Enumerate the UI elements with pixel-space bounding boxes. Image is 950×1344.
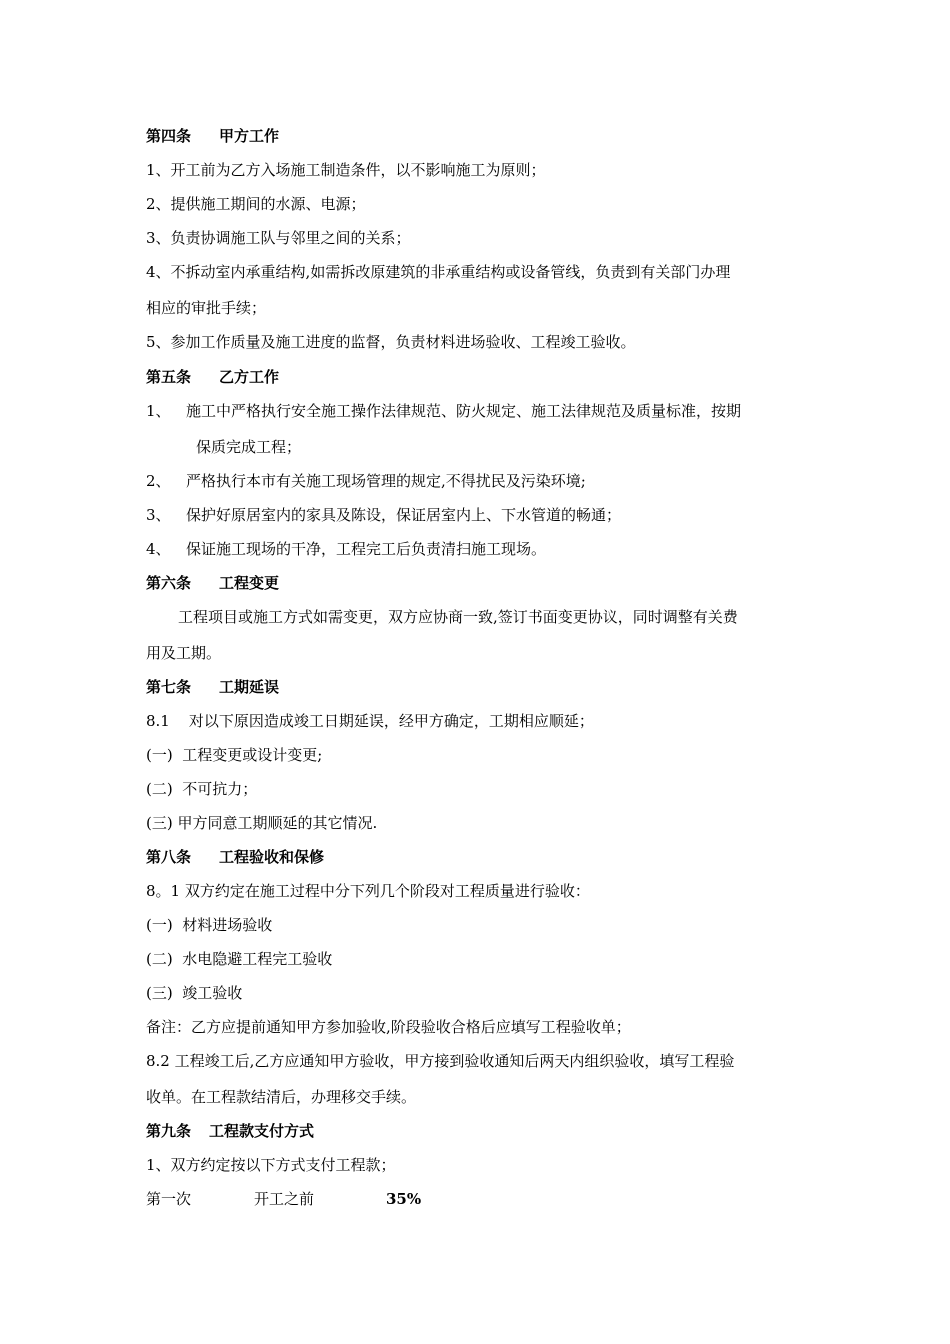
paragraph-line: (一) 工程变更或设计变更;	[146, 746, 323, 764]
article-number: 第八条	[146, 848, 192, 866]
article-title: 乙方工作	[219, 368, 280, 386]
paragraph-line: (三) 甲方同意工期顺延的其它情况.	[146, 814, 378, 832]
article-7-heading	[146, 677, 279, 697]
paragraph-line: 5、参加工作质量及施工进度的监督，负责材料进场验收、工程竣工验收。	[146, 333, 636, 351]
list-number: 4、	[146, 540, 171, 558]
article-title: 工程验收和保修	[219, 848, 325, 866]
payment-row	[146, 1189, 546, 1209]
paragraph-line: 1、双方约定按以下方式支付工程款；	[146, 1156, 396, 1174]
paragraph-line: (一) 材料进场验收	[146, 916, 273, 934]
list-item	[146, 437, 301, 457]
paragraph-line: 1、开工前为乙方入场施工制造条件，以不影响施工为原则；	[146, 161, 546, 179]
paragraph-line: 2、提供施工期间的水源、电源；	[146, 195, 366, 213]
paragraph-line: (二) 水电隐避工程完工验收	[146, 950, 333, 968]
list-text: 严格执行本市有关施工现场管理的规定,不得扰民及污染环境;	[186, 472, 586, 490]
list-item	[146, 505, 621, 525]
payment-stage: 开工之前	[254, 1190, 315, 1208]
list-text: 保证施工现场的干净，工程完工后负责清扫施工现场。	[186, 540, 547, 558]
article-number: 第六条	[146, 574, 192, 592]
paragraph-line: 8.1 对以下原因造成竣工日期延误，经甲方确定，工期相应顺延；	[146, 712, 594, 730]
paragraph-line: 4、不拆动室内承重结构,如需拆改原建筑的非承重结构或设备管线，负责到有关部门办理	[146, 263, 731, 281]
article-number: 第九条	[146, 1122, 192, 1140]
list-text: 施工中严格执行安全施工操作法律规范、防火规定、施工法律规范及质量标准，按期	[186, 402, 742, 420]
list-text: 保质完成工程；	[196, 438, 302, 456]
article-title: 甲方工作	[219, 127, 280, 145]
list-item	[146, 401, 741, 421]
article-8-heading	[146, 847, 324, 867]
payment-installment: 第一次	[146, 1190, 192, 1208]
paragraph-line: 8.2 工程竣工后,乙方应通知甲方验收，甲方接到验收通知后两天内组织验收，填写工程验	[146, 1052, 735, 1070]
article-5-heading	[146, 367, 279, 387]
list-number: 3、	[146, 506, 171, 524]
article-number: 第七条	[146, 678, 192, 696]
list-text: 保护好原居室内的家具及陈设，保证居室内上、下水管道的畅通；	[186, 506, 622, 524]
paragraph-line: 工程项目或施工方式如需变更，双方应协商一致,签订书面变更协议，同时调整有关费	[178, 608, 738, 626]
article-title: 工程变更	[219, 574, 280, 592]
article-title: 工程款支付方式	[209, 1122, 315, 1140]
article-9-heading	[146, 1121, 314, 1141]
article-number: 第四条	[146, 127, 192, 145]
article-4-heading	[146, 126, 279, 146]
article-title: 工期延误	[219, 678, 280, 696]
paragraph-line: 3、负责协调施工队与邻里之间的关系；	[146, 229, 411, 247]
list-number: 1、	[146, 402, 171, 420]
paragraph-line: (三) 竣工验收	[146, 984, 243, 1002]
paragraph-line: 8。1 双方约定在施工过程中分下列几个阶段对工程质量进行验收：	[146, 882, 590, 900]
list-item	[146, 471, 586, 491]
article-6-heading	[146, 573, 279, 593]
paragraph-line: 相应的审批手续；	[146, 299, 267, 317]
list-number: 2、	[146, 472, 171, 490]
list-item	[146, 539, 546, 559]
payment-percent: 35%	[386, 1190, 422, 1208]
paragraph-line: 用及工期。	[146, 644, 222, 662]
paragraph-line: 备注：乙方应提前通知甲方参加验收,阶段验收合格后应填写工程验收单；	[146, 1018, 631, 1036]
paragraph-line: 收单。在工程款结清后，办理移交手续。	[146, 1088, 417, 1106]
paragraph-line: (二) 不可抗力；	[146, 780, 258, 798]
article-number: 第五条	[146, 368, 192, 386]
